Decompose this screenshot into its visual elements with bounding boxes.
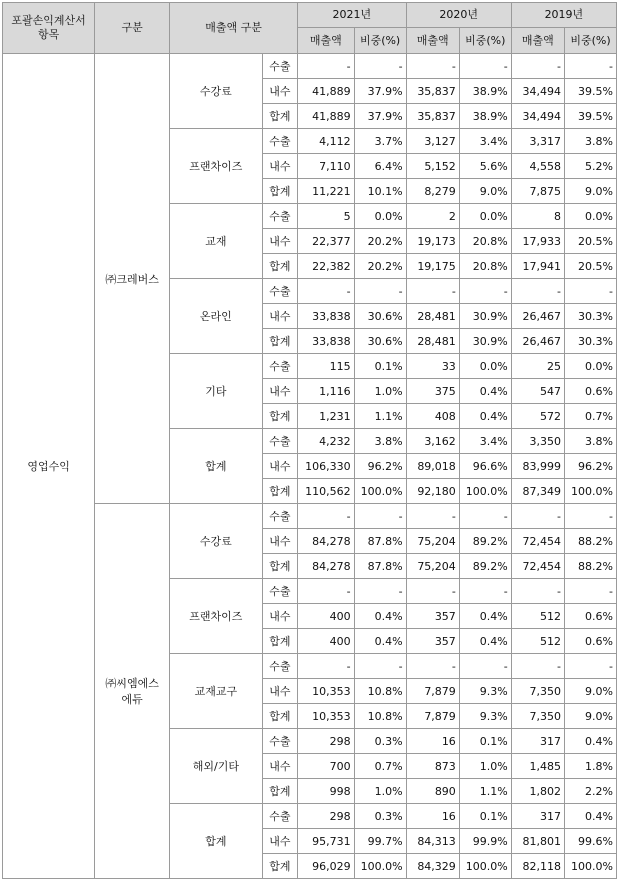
ratio-cell: 9.3% [459,704,511,729]
table-header [3,3,617,54]
ratio-cell: 89.2% [459,554,511,579]
amount-cell: 95,731 [298,829,355,854]
header-item-line2: 항목 [37,28,60,41]
amount-cell: 4,112 [298,129,355,154]
ratio-cell: 0.7% [354,754,406,779]
table-row [3,54,617,79]
amount-cell: - [298,654,355,679]
ratio-cell: 6.4% [354,154,406,179]
ratio-cell: 99.6% [565,829,617,854]
ratio-cell: - [459,579,511,604]
ratio-cell: 5.6% [459,154,511,179]
sales-type: 내수 [262,79,297,104]
ratio-cell: 20.2% [354,254,406,279]
amount-cell: 33,838 [298,304,355,329]
header-category: 구분 [95,3,170,54]
amount-cell: 375 [406,379,459,404]
amount-cell: 572 [511,404,564,429]
ratio-cell: 0.6% [565,604,617,629]
ratio-cell: 0.1% [459,804,511,829]
sales-type: 수출 [262,354,297,379]
amount-cell: 8,279 [406,179,459,204]
ratio-cell: 39.5% [565,104,617,129]
ratio-cell: 30.6% [354,329,406,354]
sales-type: 합계 [262,479,297,504]
ratio-cell: 9.0% [565,704,617,729]
sales-type: 합계 [262,404,297,429]
ratio-cell: - [354,654,406,679]
company-name-line: ㈜씨엠에스 [105,677,159,690]
ratio-cell: - [565,579,617,604]
amount-cell: 81,801 [511,829,564,854]
company-name [95,504,170,879]
ratio-cell: - [354,579,406,604]
sales-category: 수강료 [170,54,263,129]
amount-cell: 92,180 [406,479,459,504]
amount-cell: - [406,279,459,304]
ratio-cell: 96.2% [565,454,617,479]
amount-cell: 87,349 [511,479,564,504]
ratio-cell: 87.8% [354,529,406,554]
amount-cell: 890 [406,779,459,804]
amount-cell: 72,454 [511,529,564,554]
company-name [95,54,170,504]
ratio-cell: 0.4% [354,629,406,654]
amount-cell: 3,317 [511,129,564,154]
ratio-cell: 10.8% [354,704,406,729]
amount-cell: 1,485 [511,754,564,779]
amount-cell: 106,330 [298,454,355,479]
ratio-cell: 0.4% [354,604,406,629]
sales-type: 합계 [262,629,297,654]
ratio-cell: 38.9% [459,79,511,104]
ratio-cell: 10.8% [354,679,406,704]
ratio-cell: 3.8% [354,429,406,454]
header-item-cell [3,3,95,54]
amount-cell: 83,999 [511,454,564,479]
amount-cell: 89,018 [406,454,459,479]
sales-type: 내수 [262,529,297,554]
ratio-cell: 9.0% [565,179,617,204]
sales-type: 수출 [262,729,297,754]
sales-type: 내수 [262,379,297,404]
amount-cell: 96,029 [298,854,355,879]
amount-cell: 10,353 [298,704,355,729]
amount-cell: 400 [298,629,355,654]
ratio-cell: 30.9% [459,304,511,329]
ratio-cell: 1.1% [354,404,406,429]
sales-category: 교재교구 [170,654,263,729]
sales-type: 수출 [262,504,297,529]
sales-type: 내수 [262,604,297,629]
ratio-cell: 100.0% [565,854,617,879]
amount-cell: 3,350 [511,429,564,454]
ratio-cell: 1.0% [459,754,511,779]
ratio-cell: - [459,504,511,529]
amount-cell: 3,162 [406,429,459,454]
amount-cell: 1,231 [298,404,355,429]
amount-cell: 400 [298,604,355,629]
header-year-2019: 2019년 [511,3,616,28]
amount-cell: 10,353 [298,679,355,704]
ratio-cell: - [354,54,406,79]
sales-type: 내수 [262,679,297,704]
ratio-cell: 0.0% [565,354,617,379]
sales-type: 내수 [262,154,297,179]
sales-type: 합계 [262,554,297,579]
amount-cell: 873 [406,754,459,779]
amount-cell: - [511,579,564,604]
amount-cell: 357 [406,604,459,629]
amount-cell: 408 [406,404,459,429]
sales-category: 교재 [170,204,263,279]
amount-cell: - [511,54,564,79]
ratio-cell: 20.5% [565,229,617,254]
ratio-cell: - [354,504,406,529]
ratio-cell: 37.9% [354,79,406,104]
header-year-2020: 2020년 [406,3,511,28]
sales-type: 합계 [262,329,297,354]
amount-cell: 700 [298,754,355,779]
amount-cell: 512 [511,604,564,629]
amount-cell: 34,494 [511,79,564,104]
sales-type: 수출 [262,204,297,229]
amount-cell: 28,481 [406,304,459,329]
item-label: 영업수익 [3,54,95,879]
amount-cell: 26,467 [511,304,564,329]
ratio-cell: 0.4% [459,604,511,629]
amount-cell: 11,221 [298,179,355,204]
amount-cell: 75,204 [406,529,459,554]
header-amount: 매출액 [298,28,355,54]
amount-cell: 1,802 [511,779,564,804]
ratio-cell: 0.4% [459,404,511,429]
table-body [3,54,617,879]
amount-cell: 22,377 [298,229,355,254]
header-ratio: 비중(%) [459,28,511,54]
header-item-line1: 포괄손익계산서 [11,14,86,27]
ratio-cell: 88.2% [565,554,617,579]
sales-type: 내수 [262,304,297,329]
amount-cell: 7,110 [298,154,355,179]
ratio-cell: 20.8% [459,254,511,279]
amount-cell: 25 [511,354,564,379]
ratio-cell: 20.8% [459,229,511,254]
amount-cell: 110,562 [298,479,355,504]
amount-cell: 8 [511,204,564,229]
ratio-cell: 30.6% [354,304,406,329]
amount-cell: 2 [406,204,459,229]
amount-cell: 19,173 [406,229,459,254]
sales-type: 수출 [262,54,297,79]
amount-cell: 5,152 [406,154,459,179]
ratio-cell: 0.6% [565,629,617,654]
ratio-cell: 100.0% [459,854,511,879]
amount-cell: 7,350 [511,704,564,729]
amount-cell: 7,350 [511,679,564,704]
ratio-cell: - [565,504,617,529]
ratio-cell: 96.2% [354,454,406,479]
sales-category: 수강료 [170,504,263,579]
ratio-cell: 20.2% [354,229,406,254]
amount-cell: 82,118 [511,854,564,879]
amount-cell: 28,481 [406,329,459,354]
ratio-cell: - [459,279,511,304]
ratio-cell: 1.0% [354,379,406,404]
ratio-cell: 0.3% [354,804,406,829]
ratio-cell: 38.9% [459,104,511,129]
ratio-cell: 96.6% [459,454,511,479]
ratio-cell: 99.9% [459,829,511,854]
amount-cell: 17,941 [511,254,564,279]
sales-type: 합계 [262,779,297,804]
amount-cell: 298 [298,804,355,829]
ratio-cell: 0.7% [565,404,617,429]
amount-cell: 512 [511,629,564,654]
amount-cell: 84,278 [298,529,355,554]
ratio-cell: 1.0% [354,779,406,804]
amount-cell: - [298,504,355,529]
ratio-cell: 30.3% [565,304,617,329]
amount-cell: 3,127 [406,129,459,154]
amount-cell: 41,889 [298,104,355,129]
sales-type: 내수 [262,754,297,779]
amount-cell: 33,838 [298,329,355,354]
ratio-cell: 20.5% [565,254,617,279]
sales-category: 합계 [170,429,263,504]
ratio-cell: 0.0% [459,354,511,379]
company-name-line: ㈜크레버스 [105,272,159,286]
ratio-cell: 1.8% [565,754,617,779]
amount-cell: 4,558 [511,154,564,179]
ratio-cell: 9.0% [565,679,617,704]
ratio-cell: - [565,654,617,679]
ratio-cell: - [354,279,406,304]
amount-cell: 317 [511,804,564,829]
ratio-cell: 5.2% [565,154,617,179]
amount-cell: 1,116 [298,379,355,404]
sales-type: 합계 [262,179,297,204]
company-name-line: 에듀 [121,693,143,706]
sales-type: 합계 [262,704,297,729]
amount-cell: 33 [406,354,459,379]
ratio-cell: 2.2% [565,779,617,804]
ratio-cell: 0.0% [354,204,406,229]
amount-cell: - [298,54,355,79]
ratio-cell: 3.4% [459,129,511,154]
amount-cell: 5 [298,204,355,229]
amount-cell: 84,329 [406,854,459,879]
ratio-cell: 0.1% [459,729,511,754]
header-amount: 매출액 [406,28,459,54]
amount-cell: 34,494 [511,104,564,129]
amount-cell: - [298,279,355,304]
ratio-cell: 3.8% [565,429,617,454]
sales-type: 수출 [262,804,297,829]
amount-cell: - [511,504,564,529]
amount-cell: 35,837 [406,104,459,129]
ratio-cell: 3.8% [565,129,617,154]
ratio-cell: 100.0% [354,479,406,504]
amount-cell: 26,467 [511,329,564,354]
amount-cell: 41,889 [298,79,355,104]
amount-cell: 357 [406,629,459,654]
sales-type: 합계 [262,104,297,129]
amount-cell: - [511,654,564,679]
sales-category: 프랜차이즈 [170,579,263,654]
amount-cell: 22,382 [298,254,355,279]
ratio-cell: 0.3% [354,729,406,754]
ratio-cell: 0.0% [565,204,617,229]
ratio-cell: 3.4% [459,429,511,454]
amount-cell: 115 [298,354,355,379]
ratio-cell: 0.4% [565,729,617,754]
amount-cell: 19,175 [406,254,459,279]
sales-category: 온라인 [170,279,263,354]
amount-cell: 75,204 [406,554,459,579]
amount-cell: - [406,54,459,79]
sales-type: 내수 [262,454,297,479]
table-row [3,504,617,529]
ratio-cell: 0.4% [459,629,511,654]
revenue-table [2,2,617,879]
ratio-cell: - [565,279,617,304]
header-ratio: 비중(%) [565,28,617,54]
ratio-cell: 0.4% [459,379,511,404]
ratio-cell: 1.1% [459,779,511,804]
ratio-cell: 10.1% [354,179,406,204]
amount-cell: 317 [511,729,564,754]
sales-type: 내수 [262,829,297,854]
sales-type: 수출 [262,429,297,454]
amount-cell: 7,879 [406,704,459,729]
amount-cell: 35,837 [406,79,459,104]
ratio-cell: 39.5% [565,79,617,104]
ratio-cell: 100.0% [565,479,617,504]
ratio-cell: 0.6% [565,379,617,404]
amount-cell: 298 [298,729,355,754]
amount-cell: - [406,579,459,604]
ratio-cell: 100.0% [459,479,511,504]
ratio-cell: 9.0% [459,179,511,204]
amount-cell: 7,875 [511,179,564,204]
amount-cell: 7,879 [406,679,459,704]
sales-category: 기타 [170,354,263,429]
ratio-cell: 0.0% [459,204,511,229]
sales-category: 해외/기타 [170,729,263,804]
ratio-cell: 30.3% [565,329,617,354]
sales-type: 수출 [262,129,297,154]
header-year-2021: 2021년 [298,3,407,28]
amount-cell: 16 [406,729,459,754]
amount-cell: - [511,279,564,304]
amount-cell: - [406,654,459,679]
amount-cell: 84,278 [298,554,355,579]
amount-cell: 4,232 [298,429,355,454]
ratio-cell: 99.7% [354,829,406,854]
ratio-cell: 37.9% [354,104,406,129]
sales-type: 수출 [262,654,297,679]
amount-cell: 17,933 [511,229,564,254]
ratio-cell: 3.7% [354,129,406,154]
ratio-cell: 0.4% [565,804,617,829]
amount-cell: - [298,579,355,604]
ratio-cell: - [565,54,617,79]
amount-cell: 72,454 [511,554,564,579]
ratio-cell: 87.8% [354,554,406,579]
amount-cell: 16 [406,804,459,829]
sales-category: 프랜차이즈 [170,129,263,204]
header-sales-type: 매출액 구분 [170,3,298,54]
header-ratio: 비중(%) [354,28,406,54]
ratio-cell: 9.3% [459,679,511,704]
ratio-cell: 100.0% [354,854,406,879]
ratio-cell: - [459,654,511,679]
sales-category: 합계 [170,804,263,879]
header-amount: 매출액 [511,28,564,54]
sales-type: 내수 [262,229,297,254]
sales-type: 합계 [262,854,297,879]
ratio-cell: 0.1% [354,354,406,379]
amount-cell: 547 [511,379,564,404]
ratio-cell: - [459,54,511,79]
amount-cell: 84,313 [406,829,459,854]
ratio-cell: 89.2% [459,529,511,554]
amount-cell: - [406,504,459,529]
amount-cell: 998 [298,779,355,804]
ratio-cell: 30.9% [459,329,511,354]
ratio-cell: 88.2% [565,529,617,554]
sales-type: 수출 [262,279,297,304]
sales-type: 합계 [262,254,297,279]
sales-type: 수출 [262,579,297,604]
